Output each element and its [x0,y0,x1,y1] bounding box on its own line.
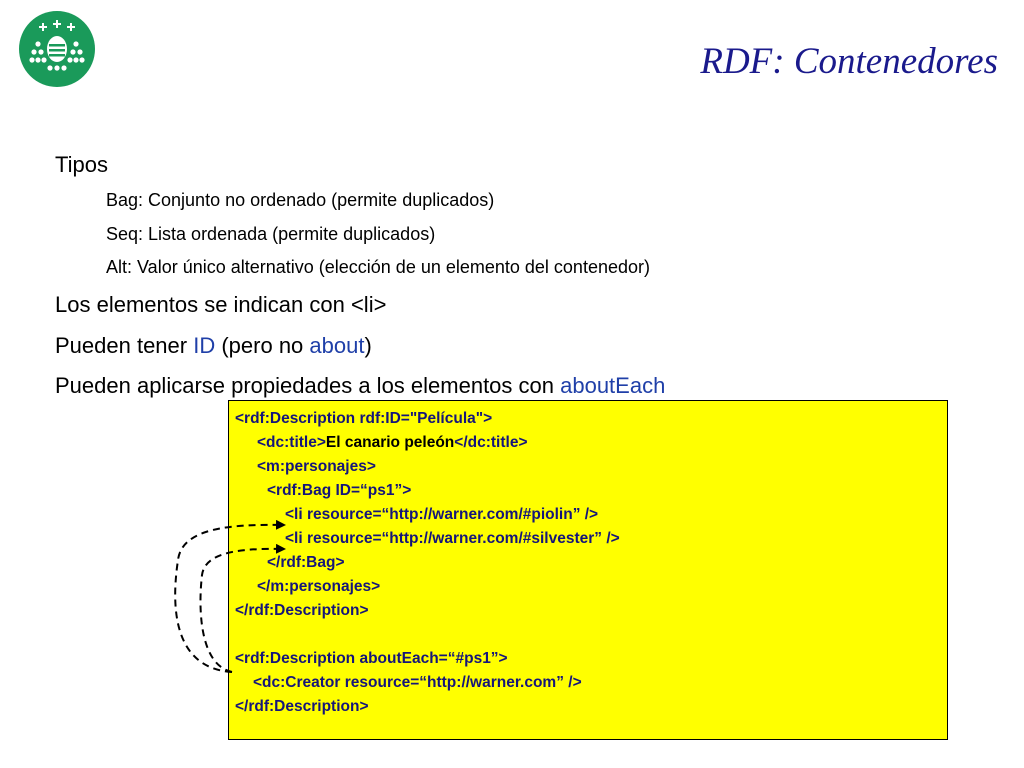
code-line-11-text: <rdf:Description aboutEach=“#ps1”> [235,650,508,667]
rdf-code-box [228,400,948,740]
bullet-li-elements: Los elementos se indican con <li> [55,292,387,317]
code-line-5-text: <li resource=“http://warner.com/#piolin” /> [285,506,599,523]
code-line-2-text: El canario peleón [325,434,455,451]
code-line-13 [235,695,947,719]
sub-bullet-bag: Bag: Conjunto no ordenado (permite duplicados) [106,190,495,210]
code-line-6-text: <li resource=“http://warner.com/#silvester” /> [285,530,620,547]
bullet-id-post: ) [364,333,372,358]
code-line-5 [235,503,947,527]
code-line-8-text: </m:personajes> [257,578,381,595]
code-line-2 [235,431,947,455]
university-crest-icon [18,10,96,88]
code-line-4-text: <rdf:Bag ID=“ps1”> [267,482,412,499]
code-line-3 [235,455,947,479]
code-line-9-text: </rdf:Description> [235,602,369,619]
code-line-3-text: <m:personajes> [257,458,376,475]
sub-bullet-alt: Alt: Valor único alternativo (elección de un elemento del contenedor) [106,257,650,277]
code-line-2-close: </dc:title> [454,434,528,451]
code-line-1 [235,407,947,431]
keyword-abouteach: aboutEach [560,373,666,398]
code-line-13-text: </rdf:Description> [235,698,369,715]
bullet-id-pre: Pueden tener [55,333,194,358]
bullet-id [55,333,372,359]
slide-title: RDF: Contenedores [700,41,998,82]
code-line-2-open: <dc:title> [257,434,326,451]
bullet-abouteach [55,373,665,399]
code-line-12 [235,671,947,695]
code-line-9 [235,599,947,623]
code-line-11 [235,647,947,671]
code-line-4 [235,479,947,503]
code-line-7 [235,551,947,575]
bullet-id-mid: (pero no [215,333,310,358]
code-line-10 [235,623,947,647]
code-line-8 [235,575,947,599]
code-line-12-text: <dc:Creator resource=“http://warner.com” /> [253,674,582,691]
keyword-id: ID [193,333,216,358]
bullet-abouteach-pre: Pueden aplicarse propiedades a los elementos con [55,373,561,398]
bullet-tipos: Tipos [55,152,108,177]
code-line-1-text: <rdf:Description rdf:ID="Película"> [235,410,493,427]
sub-bullet-seq: Seq: Lista ordenada (permite duplicados) [106,224,436,244]
keyword-about: about [309,333,365,358]
code-line-7-text: </rdf:Bag> [267,554,345,571]
code-line-6 [235,527,947,551]
